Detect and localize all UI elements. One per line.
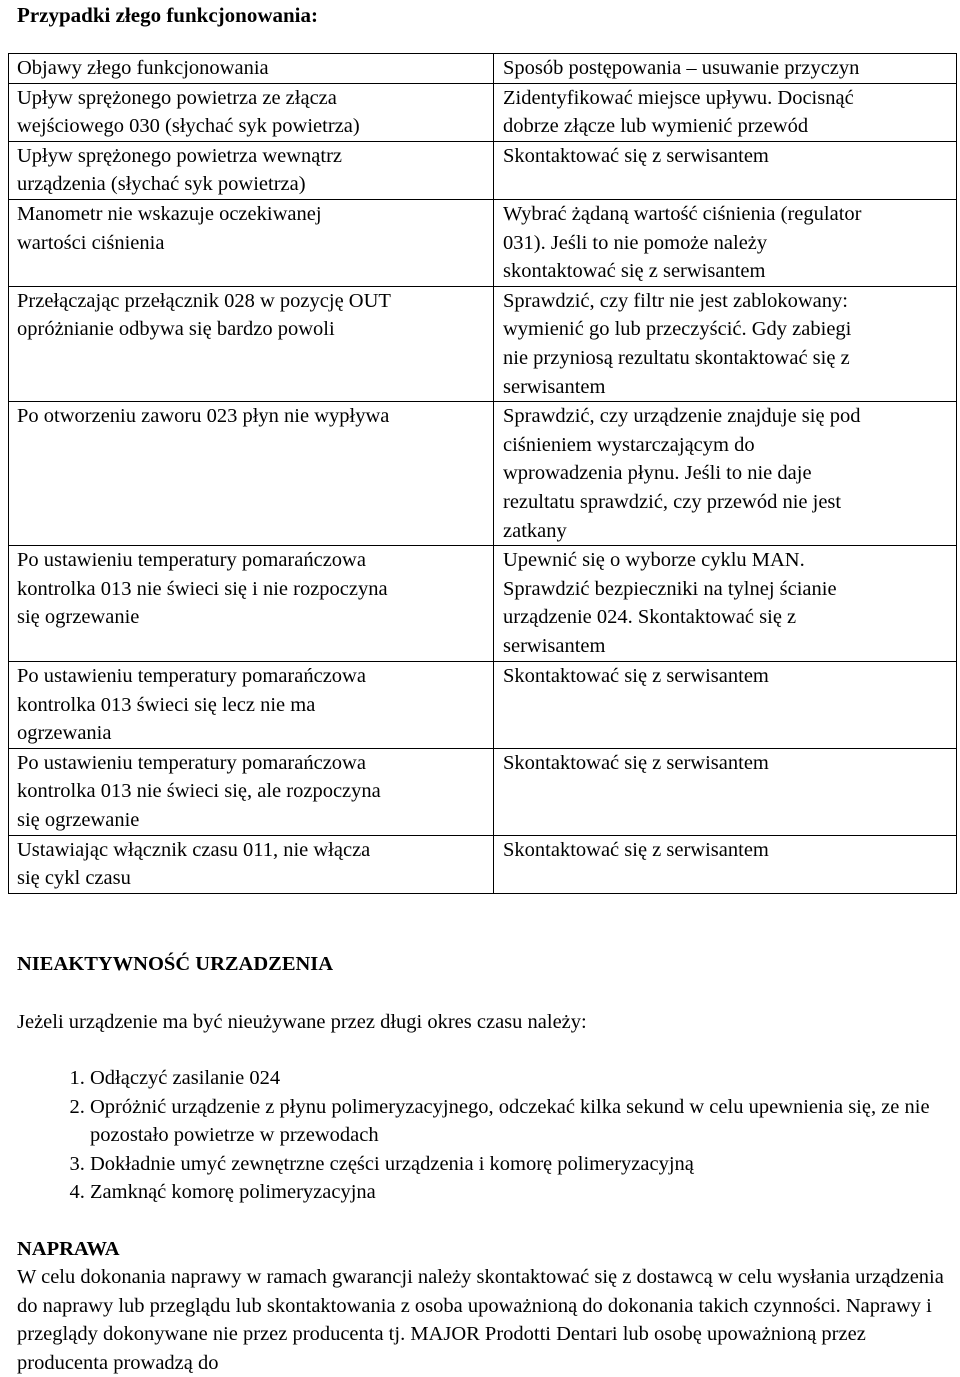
symptom-cell: Po ustawieniu temperatury pomarańczowa kontrolka 013 nie świeci się i nie rozpoczyna się ogrzewanie — [9, 546, 494, 662]
table-row — [9, 835, 957, 893]
symptom-cell: Manometr nie wskazuje oczekiwanej wartości ciśnienia — [9, 199, 494, 286]
list-item: 4. Zamknąć komorę polimeryzacyjna — [90, 1178, 960, 1207]
list-item: 2. Opróżnić urządzenie z płynu polimeryzacyjnego, odczekać kilka sekund w celu upewnienia się, ze nie pozostało powietrze w przewodach — [90, 1093, 960, 1150]
inactivity-intro: Jeżeli urządzenie ma być nieużywane przez długi okres czasu należy: — [17, 1011, 587, 1033]
symptom-cell: Po ustawieniu temperatury pomarańczowa kontrolka 013 świeci się lecz nie ma ogrzewania — [9, 662, 494, 749]
remedy-cell: Zidentyfikować miejsce upływu. Docisnąć dobrze złącze lub wymienić przewód — [494, 83, 957, 141]
table-row — [9, 141, 957, 199]
remedy-cell: Skontaktować się z serwisantem — [494, 141, 957, 199]
remedy-cell: Skontaktować się z serwisantem — [494, 835, 957, 893]
remedy-cell: Skontaktować się z serwisantem — [494, 662, 957, 749]
table-row — [9, 199, 957, 286]
table-row — [9, 662, 957, 749]
symptom-cell: Upływ sprężonego powietrza wewnątrz urządzenia (słychać syk powietrza) — [9, 141, 494, 199]
header-remedy: Sposób postępowania – usuwanie przyczyn — [494, 54, 957, 84]
list-item: 1. Odłączyć zasilanie 024 — [90, 1064, 960, 1093]
inactivity-steps-list — [17, 1064, 960, 1207]
symptom-cell: Upływ sprężonego powietrza ze złącza wejściowego 030 (słychać syk powietrza) — [9, 83, 494, 141]
inactivity-heading: NIEAKTYWNOŚĆ URZADZENIA — [17, 953, 334, 975]
table-row — [9, 748, 957, 835]
remedy-cell: Sprawdzić, czy filtr nie jest zablokowany: wymienić go lub przeczyścić. Gdy zabiegi nie przyniosą rezultatu skontaktować się z serwisantem — [494, 286, 957, 401]
table-row — [9, 286, 957, 401]
header-symptom: Objawy złego funkcjonowania — [9, 54, 494, 84]
table-row — [9, 83, 957, 141]
table-row — [9, 402, 957, 546]
remedy-cell: Wybrać żądaną wartość ciśnienia (regulator 031). Jeśli to nie pomoże należy skontaktować się z serwisantem — [494, 199, 957, 286]
symptom-cell: Po ustawieniu temperatury pomarańczowa kontrolka 013 nie świeci się, ale rozpoczyna się ogrzewanie — [9, 748, 494, 835]
table-header-row — [9, 54, 957, 84]
remedy-cell: Upewnić się o wyborze cyklu MAN. Sprawdzić bezpieczniki na tylnej ścianie urządzenie 024. Skontaktować się z serwisantem — [494, 546, 957, 662]
repair-heading: NAPRAWA — [17, 1238, 120, 1260]
table-row — [9, 546, 957, 662]
symptom-cell: Po otworzeniu zaworu 023 płyn nie wypływa — [9, 402, 494, 546]
remedy-cell: Sprawdzić, czy urządzenie znajduje się pod ciśnieniem wystarczającym do wprowadzenia płynu. Jeśli to nie daje rezultatu sprawdzić, czy przewód nie jest zatkany — [494, 402, 957, 546]
page-title: Przypadki złego funkcjonowania: — [17, 3, 319, 27]
symptom-cell: Przełączając przełącznik 028 w pozycję OUT opróżnianie odbywa się bardzo powoli — [9, 286, 494, 401]
remedy-cell: Skontaktować się z serwisantem — [494, 748, 957, 835]
faults-table — [8, 53, 957, 894]
list-item: 3. Dokładnie umyć zewnętrzne części urządzenia i komorę polimeryzacyjną — [90, 1150, 960, 1179]
symptom-cell: Ustawiając włącznik czasu 011, nie włącza się cykl czasu — [9, 835, 494, 893]
repair-paragraph: W celu dokonania naprawy w ramach gwarancji należy skontaktować się z dostawcą w celu wysłania urządzenia do naprawy lub przeglądu lub skontaktowania z osoba upoważnioną do dokonania takich czynności. Naprawy i przeglądy dokonywane nie przez producenta tj. MAJOR Prodotti Dentari lub osobę upoważnioną przez producenta prowadzą do — [17, 1266, 944, 1374]
